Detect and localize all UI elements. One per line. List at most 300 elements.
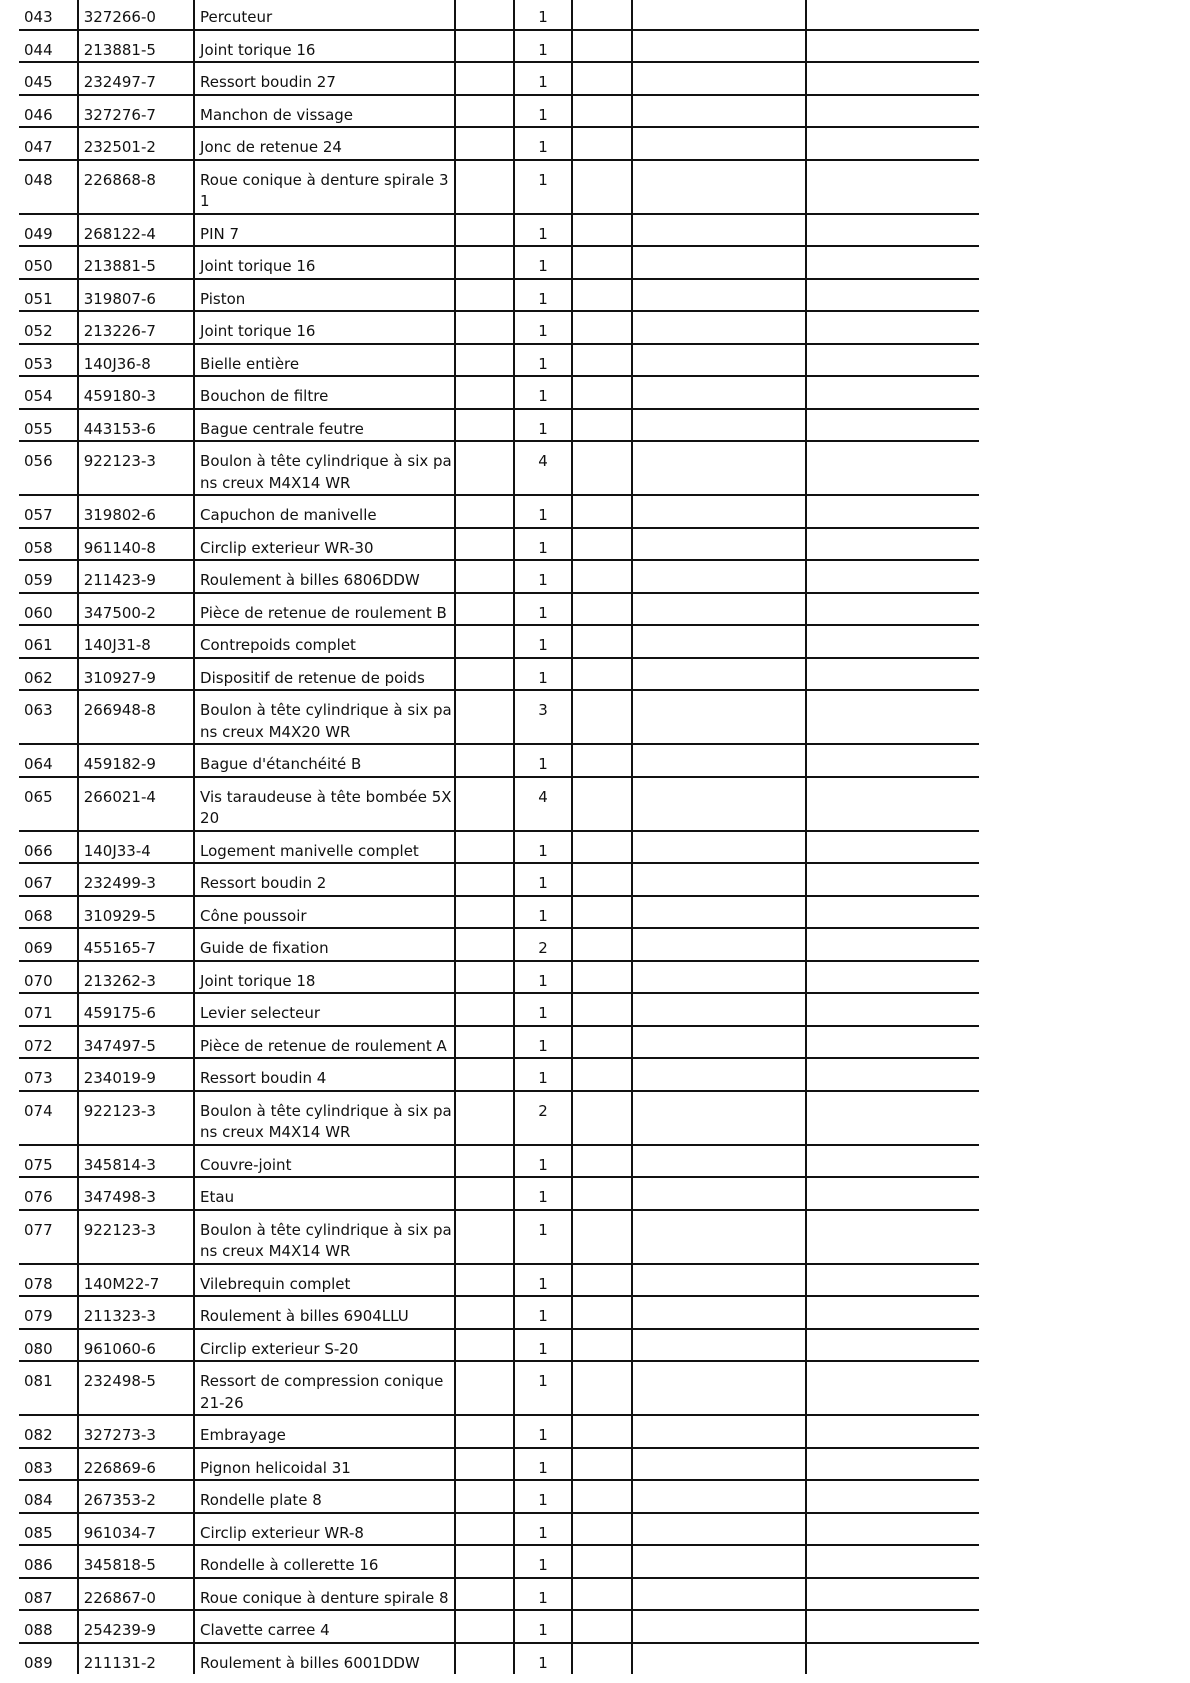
- empty-cell: [632, 1177, 806, 1210]
- quantity-text: 1: [538, 224, 548, 243]
- item-number-text: 087: [24, 1588, 53, 1607]
- table-row: [19, 1177, 979, 1210]
- quantity-cell: [514, 1448, 573, 1481]
- part-description-cell: [194, 95, 455, 128]
- part-description-text: Piston: [200, 289, 246, 308]
- quantity-text: 1: [538, 906, 548, 925]
- part-reference-cell: [78, 246, 194, 279]
- quantity-text: 1: [538, 538, 548, 557]
- empty-cell: [806, 160, 979, 214]
- empty-cell: [455, 1026, 514, 1059]
- part-reference-cell: [78, 961, 194, 994]
- empty-cell: [455, 1415, 514, 1448]
- part-description-text: Cône poussoir: [200, 906, 307, 925]
- item-number-text: 075: [24, 1155, 53, 1174]
- item-number-cell: [19, 1058, 78, 1091]
- quantity-text: 3: [538, 701, 548, 719]
- item-number-text: 072: [24, 1036, 53, 1055]
- empty-cell: [806, 593, 979, 626]
- table-row: [19, 311, 979, 344]
- empty-cell: [632, 1210, 806, 1264]
- item-number-cell: [19, 1415, 78, 1448]
- empty-cell: [806, 1643, 979, 1675]
- quantity-cell: [514, 441, 573, 495]
- quantity-cell: [514, 495, 573, 528]
- part-description-text: Boulon à tête cylindrique à six pa ns creux M4X14 WR: [200, 1101, 452, 1141]
- item-number-cell: [19, 214, 78, 247]
- item-number-text: 080: [24, 1339, 53, 1358]
- part-description-text: Percuteur: [200, 8, 273, 26]
- item-number-cell: [19, 1545, 78, 1578]
- part-description-text: Joint torique 16: [200, 40, 316, 59]
- empty-cell: [455, 160, 514, 214]
- part-description-cell: [194, 409, 455, 442]
- empty-cell: [806, 246, 979, 279]
- empty-cell: [632, 1145, 806, 1178]
- quantity-text: 1: [538, 971, 548, 990]
- empty-cell: [632, 1448, 806, 1481]
- quantity-cell: [514, 0, 573, 30]
- part-description-cell: [194, 495, 455, 528]
- quantity-cell: [514, 1415, 573, 1448]
- table-row: [19, 376, 979, 409]
- part-description-text: Roulement à billes 6904LLU: [200, 1307, 409, 1325]
- part-description-cell: [194, 961, 455, 994]
- part-reference-cell: [78, 625, 194, 658]
- part-description-cell: [194, 1264, 455, 1297]
- empty-cell: [572, 279, 632, 312]
- empty-cell: [572, 1513, 632, 1546]
- part-description-cell: [194, 344, 455, 377]
- empty-cell: [572, 376, 632, 409]
- quantity-cell: [514, 1177, 573, 1210]
- empty-cell: [455, 311, 514, 344]
- empty-cell: [572, 625, 632, 658]
- table-row: [19, 95, 979, 128]
- empty-cell: [572, 1329, 632, 1362]
- item-number-text: 070: [24, 971, 53, 990]
- quantity-cell: [514, 1091, 573, 1145]
- empty-cell: [572, 1264, 632, 1297]
- item-number-text: 078: [24, 1274, 53, 1293]
- part-reference-cell: [78, 409, 194, 442]
- empty-cell: [806, 1329, 979, 1362]
- empty-cell: [455, 1145, 514, 1178]
- table-row: [19, 279, 979, 312]
- table-row: [19, 246, 979, 279]
- part-reference-cell: [78, 528, 194, 561]
- empty-cell: [806, 928, 979, 961]
- empty-cell: [632, 30, 806, 63]
- empty-cell: [632, 993, 806, 1026]
- empty-cell: [632, 928, 806, 961]
- quantity-cell: [514, 777, 573, 831]
- part-description-text: Circlip exterieur S-20: [200, 1339, 359, 1358]
- part-description-text: Vis taraudeuse à tête bombée 5X 20: [200, 787, 452, 827]
- part-reference-cell: [78, 1296, 194, 1329]
- empty-cell: [632, 1513, 806, 1546]
- item-number-text: 057: [24, 506, 53, 524]
- empty-cell: [632, 127, 806, 160]
- empty-cell: [455, 279, 514, 312]
- quantity-cell: [514, 528, 573, 561]
- part-description-text: Dispositif de retenue de poids: [200, 668, 425, 687]
- quantity-text: 4: [538, 452, 548, 470]
- quantity-text: 1: [538, 1220, 548, 1239]
- empty-cell: [455, 1361, 514, 1415]
- item-number-cell: [19, 1210, 78, 1264]
- empty-cell: [806, 1091, 979, 1145]
- empty-cell: [572, 441, 632, 495]
- empty-cell: [632, 1058, 806, 1091]
- empty-cell: [806, 1513, 979, 1546]
- quantity-text: 1: [538, 1339, 548, 1358]
- empty-cell: [455, 1578, 514, 1611]
- empty-cell: [455, 62, 514, 95]
- part-reference-text: 922123-3: [83, 452, 156, 470]
- part-description-text: Roulement à billes 6001DDW: [200, 1653, 420, 1672]
- part-description-cell: [194, 690, 455, 744]
- part-description-cell: [194, 1210, 455, 1264]
- item-number-text: 068: [24, 906, 53, 925]
- part-description-text: Bielle entière: [200, 354, 300, 373]
- item-number-text: 058: [24, 538, 53, 557]
- part-description-text: Joint torique 16: [200, 257, 316, 275]
- part-reference-text: 319802-6: [83, 506, 156, 524]
- quantity-text: 1: [538, 1556, 548, 1574]
- part-description-text: PIN 7: [200, 224, 240, 243]
- quantity-cell: [514, 127, 573, 160]
- empty-cell: [632, 1091, 806, 1145]
- quantity-text: 1: [538, 73, 548, 91]
- empty-cell: [806, 30, 979, 63]
- part-reference-text: 140J31-8: [83, 636, 151, 654]
- part-reference-text: 345818-5: [83, 1556, 156, 1574]
- part-description-cell: [194, 30, 455, 63]
- part-reference-text: 459175-6: [83, 1004, 156, 1022]
- quantity-cell: [514, 246, 573, 279]
- empty-cell: [455, 560, 514, 593]
- quantity-text: 1: [538, 1523, 548, 1542]
- item-number-text: 046: [24, 105, 53, 124]
- part-reference-cell: [78, 279, 194, 312]
- part-description-text: Pièce de retenue de roulement B: [200, 603, 447, 622]
- item-number-cell: [19, 658, 78, 691]
- quantity-text: 1: [538, 874, 548, 892]
- empty-cell: [632, 896, 806, 929]
- part-description-text: Ressort boudin 27: [200, 73, 336, 91]
- empty-cell: [632, 528, 806, 561]
- empty-cell: [455, 658, 514, 691]
- part-reference-text: 347498-3: [83, 1188, 156, 1206]
- empty-cell: [455, 863, 514, 896]
- empty-cell: [806, 1296, 979, 1329]
- quantity-cell: [514, 928, 573, 961]
- item-number-cell: [19, 127, 78, 160]
- quantity-cell: [514, 690, 573, 744]
- part-description-cell: [194, 160, 455, 214]
- table-row: [19, 214, 979, 247]
- table-row: [19, 1091, 979, 1145]
- part-description-cell: [194, 1610, 455, 1643]
- part-description-text: Roue conique à denture spirale 3 1: [200, 170, 449, 210]
- part-reference-text: 347497-5: [83, 1036, 156, 1055]
- empty-cell: [572, 896, 632, 929]
- empty-cell: [632, 831, 806, 864]
- item-number-text: 050: [24, 257, 53, 275]
- part-description-text: Rondelle à collerette 16: [200, 1556, 379, 1574]
- quantity-text: 1: [538, 1426, 548, 1444]
- empty-cell: [572, 1480, 632, 1513]
- empty-cell: [572, 560, 632, 593]
- quantity-text: 1: [538, 603, 548, 622]
- empty-cell: [806, 1578, 979, 1611]
- table-row: [19, 831, 979, 864]
- item-number-cell: [19, 625, 78, 658]
- empty-cell: [806, 1026, 979, 1059]
- part-description-cell: [194, 658, 455, 691]
- empty-cell: [455, 1643, 514, 1675]
- part-reference-cell: [78, 30, 194, 63]
- part-reference-text: 226867-0: [83, 1588, 156, 1607]
- empty-cell: [806, 1058, 979, 1091]
- part-reference-cell: [78, 495, 194, 528]
- quantity-text: 1: [538, 1653, 548, 1672]
- empty-cell: [632, 1264, 806, 1297]
- quantity-cell: [514, 376, 573, 409]
- table-row: [19, 409, 979, 442]
- part-description-cell: [194, 214, 455, 247]
- empty-cell: [455, 1513, 514, 1546]
- table-row: [19, 928, 979, 961]
- item-number-text: 086: [24, 1556, 53, 1574]
- empty-cell: [572, 928, 632, 961]
- part-reference-cell: [78, 1091, 194, 1145]
- part-description-cell: [194, 993, 455, 1026]
- part-reference-text: 226869-6: [83, 1458, 156, 1477]
- part-reference-cell: [78, 831, 194, 864]
- empty-cell: [632, 1026, 806, 1059]
- empty-cell: [632, 344, 806, 377]
- empty-cell: [572, 95, 632, 128]
- part-description-cell: [194, 1091, 455, 1145]
- table-row: [19, 1610, 979, 1643]
- part-reference-cell: [78, 1177, 194, 1210]
- quantity-text: 1: [538, 289, 548, 308]
- empty-cell: [806, 62, 979, 95]
- part-reference-cell: [78, 1210, 194, 1264]
- item-number-text: 065: [24, 787, 53, 806]
- part-reference-text: 213262-3: [83, 971, 156, 990]
- empty-cell: [632, 1545, 806, 1578]
- part-reference-text: 140J36-8: [83, 354, 151, 373]
- item-number-cell: [19, 1091, 78, 1145]
- item-number-cell: [19, 1513, 78, 1546]
- table-row: [19, 160, 979, 214]
- table-row: [19, 863, 979, 896]
- empty-cell: [806, 1210, 979, 1264]
- part-reference-text: 232497-7: [83, 73, 156, 91]
- part-reference-cell: [78, 863, 194, 896]
- quantity-cell: [514, 214, 573, 247]
- empty-cell: [632, 160, 806, 214]
- empty-cell: [806, 777, 979, 831]
- item-number-text: 056: [24, 452, 53, 470]
- item-number-text: 053: [24, 354, 53, 373]
- part-description-cell: [194, 127, 455, 160]
- part-description-text: Guide de fixation: [200, 939, 329, 957]
- part-reference-cell: [78, 1145, 194, 1178]
- quantity-text: 2: [538, 939, 548, 957]
- table-row: [19, 560, 979, 593]
- empty-cell: [632, 311, 806, 344]
- empty-cell: [632, 0, 806, 30]
- empty-cell: [455, 1091, 514, 1145]
- empty-cell: [572, 311, 632, 344]
- quantity-text: 1: [538, 668, 548, 687]
- empty-cell: [455, 95, 514, 128]
- empty-cell: [806, 376, 979, 409]
- quantity-text: 1: [538, 1491, 548, 1509]
- empty-cell: [806, 1177, 979, 1210]
- part-reference-text: 232501-2: [83, 138, 156, 156]
- part-description-cell: [194, 1058, 455, 1091]
- part-reference-cell: [78, 1415, 194, 1448]
- part-reference-text: 961140-8: [83, 538, 156, 557]
- item-number-text: 089: [24, 1653, 53, 1672]
- empty-cell: [806, 658, 979, 691]
- empty-cell: [806, 1145, 979, 1178]
- quantity-cell: [514, 993, 573, 1026]
- part-description-text: Boulon à tête cylindrique à six pa ns creux M4X14 WR: [200, 1220, 452, 1260]
- empty-cell: [572, 214, 632, 247]
- quantity-text: 1: [538, 571, 548, 589]
- empty-cell: [572, 777, 632, 831]
- table-row: [19, 0, 979, 30]
- part-reference-text: 232499-3: [83, 874, 156, 892]
- quantity-cell: [514, 95, 573, 128]
- table-row: [19, 1210, 979, 1264]
- table-row: [19, 495, 979, 528]
- table-row: [19, 344, 979, 377]
- empty-cell: [455, 127, 514, 160]
- part-description-cell: [194, 560, 455, 593]
- quantity-text: 1: [538, 170, 548, 189]
- empty-cell: [455, 1210, 514, 1264]
- part-reference-text: 254239-9: [83, 1621, 156, 1639]
- item-number-cell: [19, 896, 78, 929]
- part-description-text: Etau: [200, 1188, 235, 1206]
- item-number-cell: [19, 1361, 78, 1415]
- part-reference-text: 961060-6: [83, 1339, 156, 1358]
- item-number-cell: [19, 441, 78, 495]
- item-number-text: 081: [24, 1372, 53, 1390]
- item-number-cell: [19, 1026, 78, 1059]
- part-description-cell: [194, 1145, 455, 1178]
- empty-cell: [455, 1058, 514, 1091]
- empty-cell: [806, 214, 979, 247]
- empty-cell: [806, 831, 979, 864]
- part-description-text: Capuchon de manivelle: [200, 506, 377, 524]
- item-number-text: 069: [24, 939, 53, 957]
- part-description-text: Boulon à tête cylindrique à six pa ns creux M4X14 WR: [200, 452, 452, 492]
- item-number-cell: [19, 62, 78, 95]
- item-number-text: 055: [24, 419, 53, 438]
- part-reference-text: 140J33-4: [83, 841, 151, 860]
- item-number-text: 079: [24, 1307, 53, 1325]
- item-number-text: 084: [24, 1491, 53, 1509]
- empty-cell: [455, 528, 514, 561]
- part-reference-text: 211323-3: [83, 1307, 156, 1325]
- table-row: [19, 1329, 979, 1362]
- empty-cell: [806, 127, 979, 160]
- part-description-cell: [194, 246, 455, 279]
- empty-cell: [632, 279, 806, 312]
- item-number-cell: [19, 831, 78, 864]
- item-number-cell: [19, 1296, 78, 1329]
- part-description-cell: [194, 1361, 455, 1415]
- item-number-cell: [19, 95, 78, 128]
- item-number-text: 044: [24, 40, 53, 59]
- quantity-cell: [514, 1145, 573, 1178]
- part-description-cell: [194, 376, 455, 409]
- table-row: [19, 777, 979, 831]
- part-reference-cell: [78, 777, 194, 831]
- empty-cell: [455, 495, 514, 528]
- part-description-text: Circlip exterieur WR-8: [200, 1523, 364, 1542]
- empty-cell: [572, 1177, 632, 1210]
- quantity-text: 1: [538, 1458, 548, 1477]
- item-number-text: 054: [24, 387, 53, 405]
- table-row: [19, 993, 979, 1026]
- quantity-cell: [514, 1643, 573, 1675]
- part-description-cell: [194, 1643, 455, 1675]
- empty-cell: [572, 1058, 632, 1091]
- empty-cell: [632, 1296, 806, 1329]
- quantity-cell: [514, 744, 573, 777]
- part-reference-text: 319807-6: [83, 289, 156, 308]
- empty-cell: [572, 831, 632, 864]
- empty-cell: [572, 1578, 632, 1611]
- item-number-cell: [19, 279, 78, 312]
- empty-cell: [632, 95, 806, 128]
- item-number-cell: [19, 0, 78, 30]
- table-row: [19, 1026, 979, 1059]
- quantity-cell: [514, 1610, 573, 1643]
- item-number-text: 076: [24, 1188, 53, 1206]
- table-row: [19, 127, 979, 160]
- part-reference-text: 327276-7: [83, 105, 156, 124]
- empty-cell: [806, 1480, 979, 1513]
- empty-cell: [806, 1361, 979, 1415]
- part-description-cell: [194, 528, 455, 561]
- parts-list-table: [19, 0, 979, 1674]
- item-number-text: 062: [24, 668, 53, 687]
- table-row: [19, 441, 979, 495]
- item-number-text: 085: [24, 1523, 53, 1542]
- empty-cell: [572, 1026, 632, 1059]
- quantity-text: 4: [538, 787, 548, 806]
- empty-cell: [572, 1145, 632, 1178]
- empty-cell: [455, 1296, 514, 1329]
- part-reference-text: 310929-5: [83, 906, 156, 925]
- part-reference-cell: [78, 1329, 194, 1362]
- quantity-cell: [514, 279, 573, 312]
- part-reference-cell: [78, 1545, 194, 1578]
- part-reference-text: 922123-3: [83, 1101, 156, 1120]
- part-description-cell: [194, 863, 455, 896]
- item-number-cell: [19, 863, 78, 896]
